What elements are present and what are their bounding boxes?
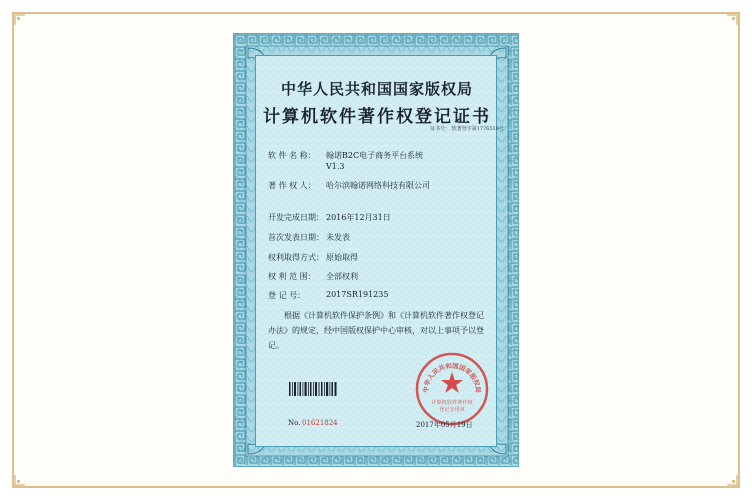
serial-number: 01621824 <box>302 419 338 427</box>
publish-date: 未发表 <box>326 233 350 242</box>
registration-number: 2017SR191235 <box>326 290 389 299</box>
software-name-label: 软 件 名 称： <box>268 151 316 160</box>
certificate <box>233 33 519 467</box>
dev-date: 2016年12月31日 <box>326 213 391 222</box>
issuer-title: 中华人民共和国国家版权局 <box>280 80 473 98</box>
official-seal-icon <box>415 352 489 426</box>
seal-center-text: 计算机软件著作权 <box>431 400 473 406</box>
publish-date-label: 首次发表日期： <box>268 233 324 242</box>
barcode-icon <box>289 382 337 396</box>
registration-label: 登 记 号： <box>268 291 306 300</box>
corner-ornament-icon <box>12 470 30 488</box>
seal-bottom-text: 登记专用章 <box>439 407 465 413</box>
owner-label: 著 作 权 人： <box>268 181 316 190</box>
serial-label: No. <box>288 419 301 427</box>
certificate-title: 计算机软件著作权登记证书 <box>263 107 491 127</box>
certificate-number: 证书号： 软著登字第1776519号 <box>430 126 504 132</box>
corner-ornament-icon <box>722 12 740 30</box>
corner-ornament-icon <box>12 12 30 30</box>
certification-statement: 根据《计算机软件保护条例》和《计算机软件著作权登记办法》的规定，经中国版权保护中心审核，对以上事项予以登记。 <box>268 311 484 350</box>
rights-scope: 全部权利 <box>326 272 358 281</box>
seal-ring-text: 中华人民共和国国家版权局 <box>421 361 483 394</box>
software-version: V1.3 <box>326 162 345 171</box>
dev-date-label: 开发完成日期： <box>268 213 324 222</box>
scope-label: 权 利 范 围： <box>268 272 316 281</box>
corner-ornament-icon <box>722 470 740 488</box>
acquire-method: 原始取得 <box>326 253 358 262</box>
software-name: 翰诺B2C电子商务平台系统 <box>326 151 424 160</box>
issue-date: 2017年05月19日 <box>416 421 473 429</box>
acquire-label: 权利取得方式： <box>268 253 324 262</box>
owner-name: 哈尔滨翰诺网络科技有限公司 <box>326 181 430 190</box>
